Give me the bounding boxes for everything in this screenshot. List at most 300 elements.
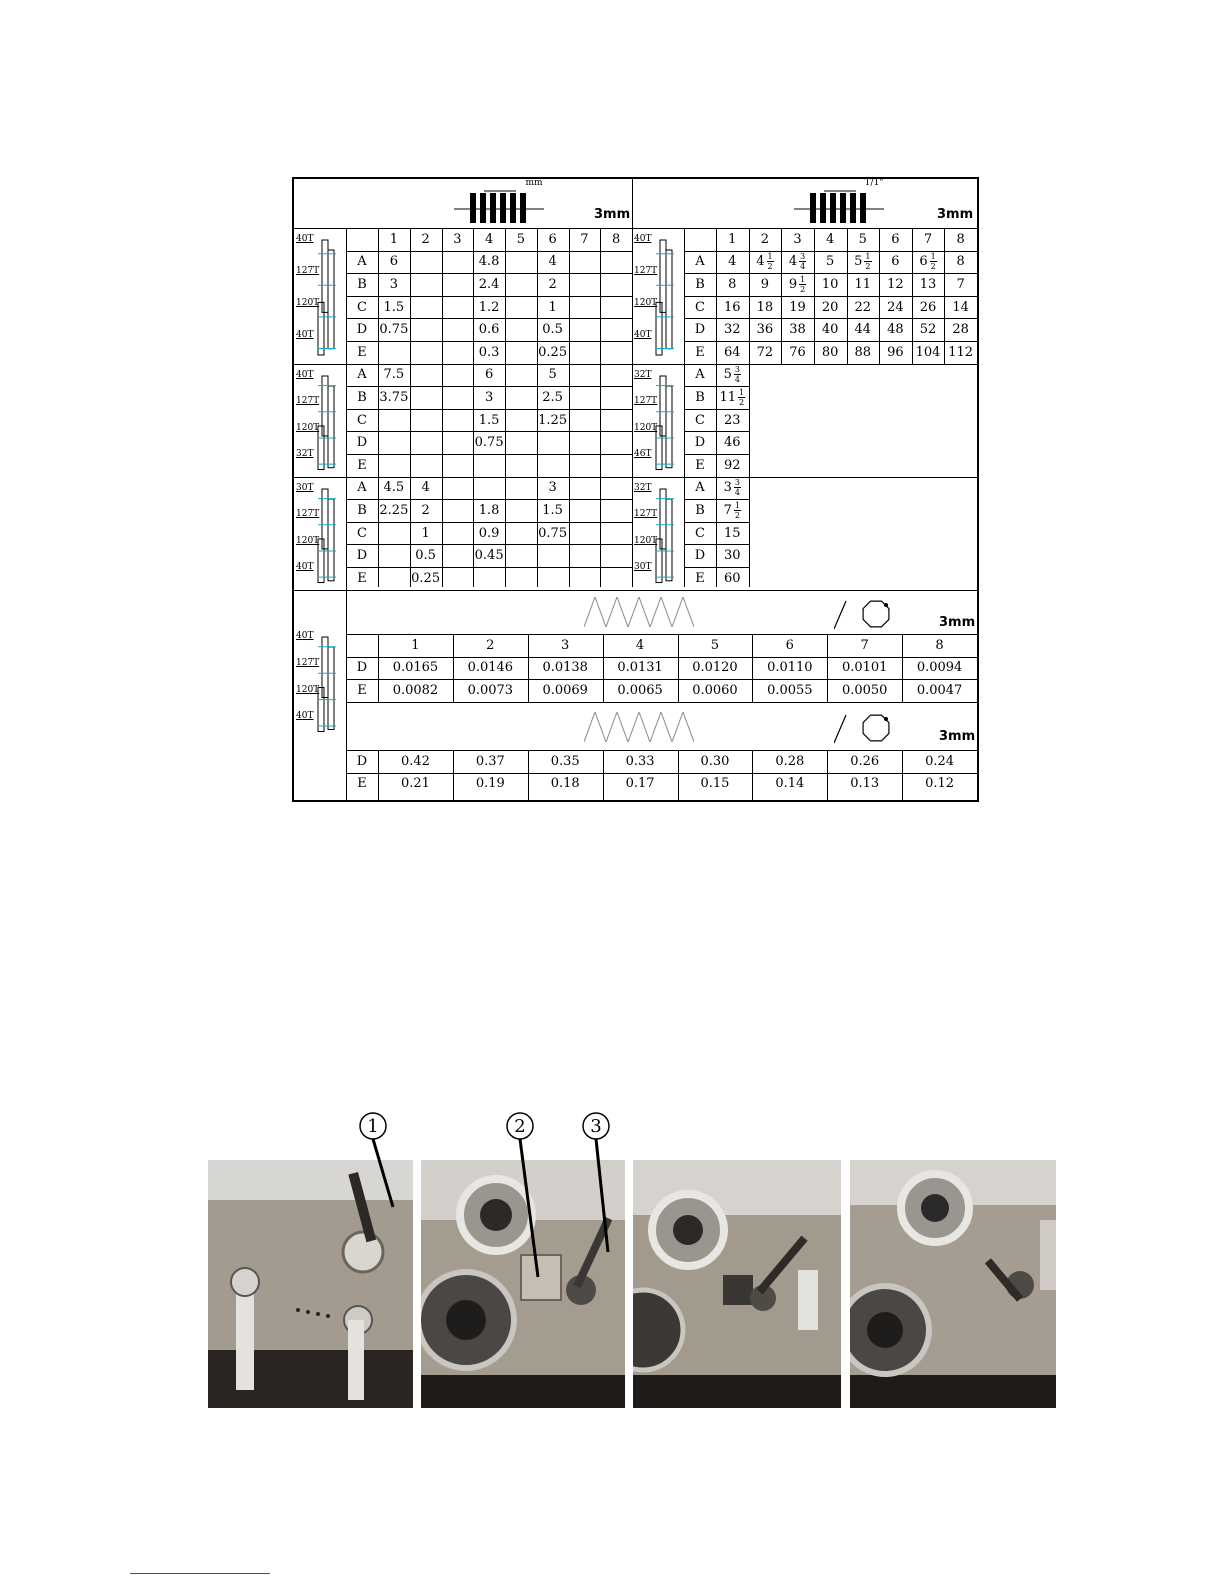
row-key: D — [694, 548, 706, 564]
table-cell — [505, 296, 537, 319]
table-cell: 0.21 — [400, 776, 430, 792]
row-key: D — [356, 548, 368, 564]
thread-profile-icon — [794, 183, 884, 225]
table-cell: 13 — [919, 276, 937, 292]
gear-label: 30T — [296, 482, 314, 493]
table-cell — [410, 318, 442, 341]
gear-label: 120T — [296, 298, 320, 309]
gear-label: 40T — [296, 234, 314, 244]
table-cell: 0.17 — [625, 776, 655, 792]
marker-number: 2 — [514, 1116, 526, 1137]
table-cell: 32 — [724, 322, 741, 338]
gear-label: 120T — [634, 298, 658, 309]
row-key: B — [695, 389, 705, 405]
section-divider — [632, 179, 633, 587]
table-cell — [442, 477, 474, 500]
table-cell — [442, 273, 474, 296]
table-cell: 2 — [421, 502, 430, 518]
table-cell: 3.75 — [379, 389, 409, 405]
table-cell — [600, 499, 632, 522]
row-key: E — [357, 776, 367, 792]
table-cell — [569, 251, 601, 274]
thread-pitch-label: T/1" — [864, 177, 884, 188]
table-cell — [442, 341, 474, 364]
machine-photo-illustration — [850, 1160, 1056, 1408]
table-cell — [505, 567, 537, 590]
machine-photo-illustration — [633, 1160, 841, 1408]
table-cell: 5 $\frac{1}{2}$ — [854, 252, 871, 272]
table-cell — [505, 454, 537, 477]
table-cell — [505, 477, 537, 500]
table-cell — [505, 409, 537, 432]
column-header: 5 — [516, 231, 526, 247]
table-cell: 0.18 — [550, 776, 580, 792]
gear-label: 120T — [634, 535, 658, 546]
table-cell: 6 $\frac{1}{2}$ — [919, 252, 936, 272]
table-cell — [410, 386, 442, 409]
table-cell: 48 — [887, 322, 904, 338]
workpiece-octagon-icon — [834, 597, 894, 631]
gear-label: 40T — [296, 562, 314, 573]
table-cell: 1.5 — [383, 299, 405, 315]
table-cell — [505, 431, 537, 454]
thread-feed-chart — [292, 177, 979, 802]
gear-label: 40T — [296, 711, 314, 722]
table-cell: 5 — [548, 367, 557, 383]
table-cell: 22 — [854, 299, 872, 315]
table-cell — [600, 364, 632, 387]
table-cell — [600, 318, 632, 341]
row-key: A — [357, 254, 367, 270]
row-key: C — [695, 525, 705, 541]
table-cell: 0.5 — [415, 548, 436, 564]
table-cell: 0.45 — [474, 548, 504, 564]
table-cell — [378, 454, 410, 477]
col-divider — [749, 364, 750, 587]
gear-label: 40T — [296, 369, 314, 380]
table-cell: 4 $\frac{1}{2}$ — [756, 252, 773, 272]
table-cell: 0.0055 — [767, 682, 813, 698]
row-key: D — [694, 322, 706, 338]
table-cell: 0.5 — [542, 322, 563, 338]
table-cell: 72 — [756, 344, 774, 360]
table-cell: 0.25 — [411, 570, 441, 586]
column-header: 3 — [561, 637, 570, 653]
gear-label: 32T — [634, 482, 652, 493]
table-cell — [442, 431, 474, 454]
table-cell: 8 — [956, 254, 965, 270]
table-cell: 0.26 — [850, 753, 880, 769]
table-cell: 1.8 — [478, 502, 500, 518]
table-cell: 2.4 — [478, 276, 500, 292]
table-cell: 0.14 — [775, 776, 805, 792]
row-key: E — [357, 682, 367, 698]
thread-profile-icon — [454, 183, 544, 225]
gear-label: 127T — [634, 266, 658, 277]
table-cell — [505, 499, 537, 522]
table-cell — [410, 431, 442, 454]
table-cell: 14 — [952, 299, 969, 315]
row-key: B — [357, 389, 367, 405]
table-cell: 26 — [919, 299, 937, 315]
table-cell — [442, 364, 474, 387]
table-cell: 0.0146 — [467, 660, 514, 676]
thread-pitch-label: mm — [525, 177, 543, 188]
gear-label: 120T — [296, 684, 320, 695]
gear-label: 127T — [296, 657, 320, 668]
row-key: E — [357, 344, 367, 360]
table-cell — [473, 454, 505, 477]
fraction: $\frac{1}{2}$ — [930, 252, 936, 272]
table-cell: 20 — [821, 299, 839, 315]
table-cell — [378, 522, 410, 545]
column-header: 7 — [580, 231, 589, 247]
column-header: 4 — [635, 637, 645, 653]
table-cell: 1.25 — [538, 412, 568, 428]
photo-lever-4 — [850, 1160, 1056, 1408]
table-cell: 1.2 — [478, 299, 500, 315]
row-key: E — [695, 344, 705, 360]
fraction: $\frac{1}{2}$ — [800, 274, 806, 294]
table-cell: 46 — [724, 435, 741, 451]
column-header: 6 — [785, 637, 794, 653]
table-cell: 0.13 — [850, 776, 880, 792]
table-cell — [442, 251, 474, 274]
row-key: A — [695, 480, 705, 496]
table-cell: 2.5 — [542, 389, 563, 405]
table-cell: 3 — [548, 480, 557, 496]
table-cell: 15 — [724, 525, 741, 541]
table-cell — [378, 567, 410, 590]
table-cell: 12 — [887, 276, 904, 292]
table-cell: 6 — [891, 254, 900, 270]
table-cell: 38 — [789, 322, 806, 338]
gear-label: 40T — [296, 330, 314, 341]
table-cell: 0.24 — [925, 753, 955, 769]
row-key: B — [357, 502, 367, 518]
table-cell — [378, 409, 410, 432]
callout-marker-3 — [581, 1112, 641, 1312]
table-cell: 9 $\frac{1}{2}$ — [788, 274, 806, 294]
table-cell: 3 — [484, 389, 494, 405]
table-cell: 8 — [728, 276, 737, 292]
table-cell — [600, 409, 632, 432]
column-header: 5 — [710, 637, 720, 653]
table-cell: 1.5 — [542, 502, 563, 518]
column-header: 3 — [793, 231, 802, 247]
lever-photo-strip — [208, 1112, 1068, 1412]
table-cell — [442, 499, 474, 522]
table-cell — [569, 386, 601, 409]
table-cell: 0.19 — [475, 776, 505, 792]
table-cell: 4.5 — [383, 480, 405, 496]
table-cell — [600, 273, 632, 296]
gear-label: 120T — [296, 535, 320, 546]
unit-label: 3mm — [939, 729, 976, 744]
row-key: B — [695, 502, 705, 518]
table-cell: 4 — [548, 254, 557, 270]
gear-label: 127T — [634, 396, 658, 407]
table-cell — [505, 522, 537, 545]
table-cell: 7 — [956, 276, 965, 292]
table-cell — [600, 431, 632, 454]
column-header: 6 — [548, 231, 557, 247]
table-cell — [600, 296, 632, 319]
table-cell — [442, 318, 474, 341]
column-header: 8 — [611, 231, 621, 247]
gear-label: 127T — [296, 266, 320, 277]
table-cell — [410, 364, 442, 387]
table-cell: 7 $\frac{1}{2}$ — [723, 500, 740, 520]
table-cell — [569, 296, 601, 319]
table-cell: 0.0138 — [542, 660, 588, 676]
table-cell: 9 — [760, 276, 770, 292]
row-key: C — [357, 299, 367, 315]
table-cell: 23 — [724, 412, 741, 428]
row-key: D — [694, 435, 706, 451]
table-cell — [569, 567, 601, 590]
column-header: 2 — [421, 231, 430, 247]
table-cell: 0.3 — [478, 344, 500, 360]
table-cell: 44 — [854, 322, 872, 338]
fraction: $\frac{1}{2}$ — [767, 252, 773, 272]
callout-marker-1 — [358, 1112, 418, 1312]
fraction: $\frac{3}{4}$ — [800, 252, 806, 272]
gear-label: 127T — [296, 509, 320, 520]
table-cell: 0.12 — [925, 776, 955, 792]
table-cell — [505, 386, 537, 409]
fraction: $\frac{1}{2}$ — [739, 387, 745, 407]
workpiece-octagon-icon — [834, 711, 894, 745]
table-cell: 104 — [915, 344, 941, 360]
table-cell: 3 $\frac{3}{4}$ — [723, 478, 740, 498]
row-key: C — [695, 412, 705, 428]
row-key: D — [356, 753, 368, 769]
column-header: 2 — [486, 637, 495, 653]
table-cell — [410, 251, 442, 274]
table-cell — [569, 499, 601, 522]
table-cell: 40 — [821, 322, 839, 338]
group-divider — [632, 590, 977, 591]
table-cell: 0.0050 — [841, 682, 888, 698]
row-key: E — [695, 570, 705, 586]
gear-label: 30T — [634, 562, 652, 573]
table-cell — [600, 386, 632, 409]
group-divider — [294, 590, 632, 591]
column-header: 1 — [411, 637, 420, 653]
table-cell: 88 — [854, 344, 872, 360]
gear-label: 40T — [634, 330, 652, 341]
row-key: A — [357, 367, 367, 383]
gear-label: 32T — [296, 449, 314, 460]
table-cell: 0.0165 — [392, 660, 439, 676]
table-cell: 10 — [821, 276, 839, 292]
table-cell: 60 — [724, 570, 741, 586]
table-cell: 80 — [821, 344, 839, 360]
gear-label: 40T — [634, 234, 652, 244]
feed-zigzag-icon — [584, 712, 694, 742]
gear-label: 120T — [634, 422, 658, 433]
table-cell — [473, 567, 505, 590]
table-cell — [410, 341, 442, 364]
table-cell: 0.28 — [775, 753, 805, 769]
table-cell: 1.5 — [478, 412, 500, 428]
table-cell: 36 — [756, 322, 774, 338]
table-cell — [569, 318, 601, 341]
table-cell: 4 $\frac{3}{4}$ — [788, 252, 806, 272]
column-header: 7 — [860, 637, 869, 653]
table-cell — [569, 522, 601, 545]
table-cell — [600, 544, 632, 567]
table-cell — [569, 544, 601, 567]
table-cell: 2.25 — [379, 502, 409, 518]
table-cell — [442, 544, 474, 567]
table-cell: 92 — [724, 457, 741, 473]
table-cell: 0.75 — [538, 525, 568, 541]
table-cell — [410, 454, 442, 477]
table-cell: 6 — [484, 367, 494, 383]
unit-label: 3mm — [939, 615, 976, 630]
table-cell: 0.0094 — [916, 660, 963, 676]
table-cell: 0.0047 — [916, 682, 963, 698]
table-cell: 4 — [728, 254, 737, 270]
unit-label: 3mm — [937, 207, 974, 222]
table-cell — [569, 409, 601, 432]
table-cell: 3 — [389, 276, 399, 292]
table-cell: 19 — [789, 299, 806, 315]
table-cell — [410, 273, 442, 296]
table-cell — [569, 364, 601, 387]
table-cell: 0.0131 — [617, 660, 663, 676]
table-cell: 64 — [724, 344, 741, 360]
table-cell: 0.25 — [538, 344, 568, 360]
table-cell — [505, 318, 537, 341]
marker-number: 3 — [590, 1116, 602, 1137]
table-cell — [410, 409, 442, 432]
row-key: E — [357, 570, 367, 586]
table-cell: 112 — [948, 344, 974, 360]
table-cell — [600, 477, 632, 500]
table-cell: 0.42 — [400, 753, 430, 769]
gear-label: 120T — [296, 422, 320, 433]
table-cell: 11 $\frac{1}{2}$ — [719, 387, 745, 407]
gear-label: 32T — [634, 369, 652, 380]
table-cell — [410, 296, 442, 319]
table-cell — [569, 341, 601, 364]
table-cell — [600, 251, 632, 274]
table-cell: 0.35 — [550, 753, 580, 769]
column-header: 4 — [826, 231, 835, 247]
table-cell — [378, 544, 410, 567]
table-cell: 16 — [724, 299, 741, 315]
table-cell — [537, 567, 569, 590]
table-cell: 0.0101 — [841, 660, 888, 676]
table-cell — [505, 341, 537, 364]
table-cell: 0.30 — [700, 753, 730, 769]
table-cell — [442, 522, 474, 545]
table-cell: 0.33 — [625, 753, 655, 769]
table-cell — [378, 431, 410, 454]
table-cell: 0.15 — [700, 776, 730, 792]
column-header: 2 — [760, 231, 770, 247]
table-cell: 30 — [724, 548, 741, 564]
table-cell: 0.37 — [475, 753, 505, 769]
table-cell — [473, 477, 505, 500]
table-cell: 0.75 — [379, 322, 409, 338]
footnote-separator — [130, 1573, 270, 1574]
table-cell: 11 — [854, 276, 872, 292]
column-header: 1 — [389, 231, 399, 247]
column-header: 6 — [891, 231, 900, 247]
table-cell — [569, 431, 601, 454]
fraction: $\frac{3}{4}$ — [734, 478, 740, 498]
table-cell: 76 — [789, 344, 806, 360]
fraction: $\frac{1}{2}$ — [734, 500, 740, 520]
table-cell — [442, 567, 474, 590]
table-cell: 5 — [826, 254, 835, 270]
table-cell: 4.8 — [478, 254, 500, 270]
row-key: C — [695, 299, 705, 315]
table-cell — [505, 251, 537, 274]
table-cell: 18 — [756, 299, 774, 315]
row-key: D — [356, 660, 368, 676]
table-cell: 0.0082 — [392, 682, 439, 698]
table-cell — [569, 454, 601, 477]
table-cell — [378, 341, 410, 364]
gear-label: 46T — [634, 449, 652, 460]
row-key: D — [356, 435, 368, 451]
table-cell: 0.9 — [478, 525, 500, 541]
table-cell — [442, 386, 474, 409]
table-cell: 7.5 — [383, 367, 405, 383]
table-cell — [505, 544, 537, 567]
table-cell — [600, 522, 632, 545]
table-cell: 0.6 — [478, 322, 500, 338]
table-cell — [442, 454, 474, 477]
table-cell — [442, 296, 474, 319]
row-key: A — [695, 367, 705, 383]
table-cell — [600, 454, 632, 477]
table-cell — [537, 544, 569, 567]
table-cell — [537, 431, 569, 454]
row-key: B — [357, 276, 367, 292]
table-cell: 0.0069 — [542, 682, 588, 698]
table-cell: 1 — [548, 299, 557, 315]
table-cell: 24 — [887, 299, 904, 315]
table-cell: 0.0060 — [692, 682, 738, 698]
table-cell: 28 — [952, 322, 969, 338]
column-header: 8 — [956, 231, 965, 247]
row-key: A — [695, 254, 705, 270]
row-key: B — [695, 276, 705, 292]
table-cell: 0.75 — [474, 435, 504, 451]
column-header: 8 — [935, 637, 944, 653]
marker-number: 1 — [367, 1116, 379, 1137]
gear-label: 127T — [296, 396, 320, 407]
table-cell: 52 — [919, 322, 937, 338]
table-cell — [505, 273, 537, 296]
fraction: $\frac{3}{4}$ — [734, 365, 740, 385]
gear-label: 127T — [634, 509, 658, 520]
table-cell: 0.0073 — [467, 682, 514, 698]
row-key: A — [357, 480, 367, 496]
row-key: C — [357, 412, 367, 428]
table-cell: 5 $\frac{3}{4}$ — [723, 365, 740, 385]
column-header: 4 — [484, 231, 494, 247]
row-key: C — [357, 525, 367, 541]
table-cell — [569, 477, 601, 500]
column-header: 5 — [858, 231, 867, 247]
